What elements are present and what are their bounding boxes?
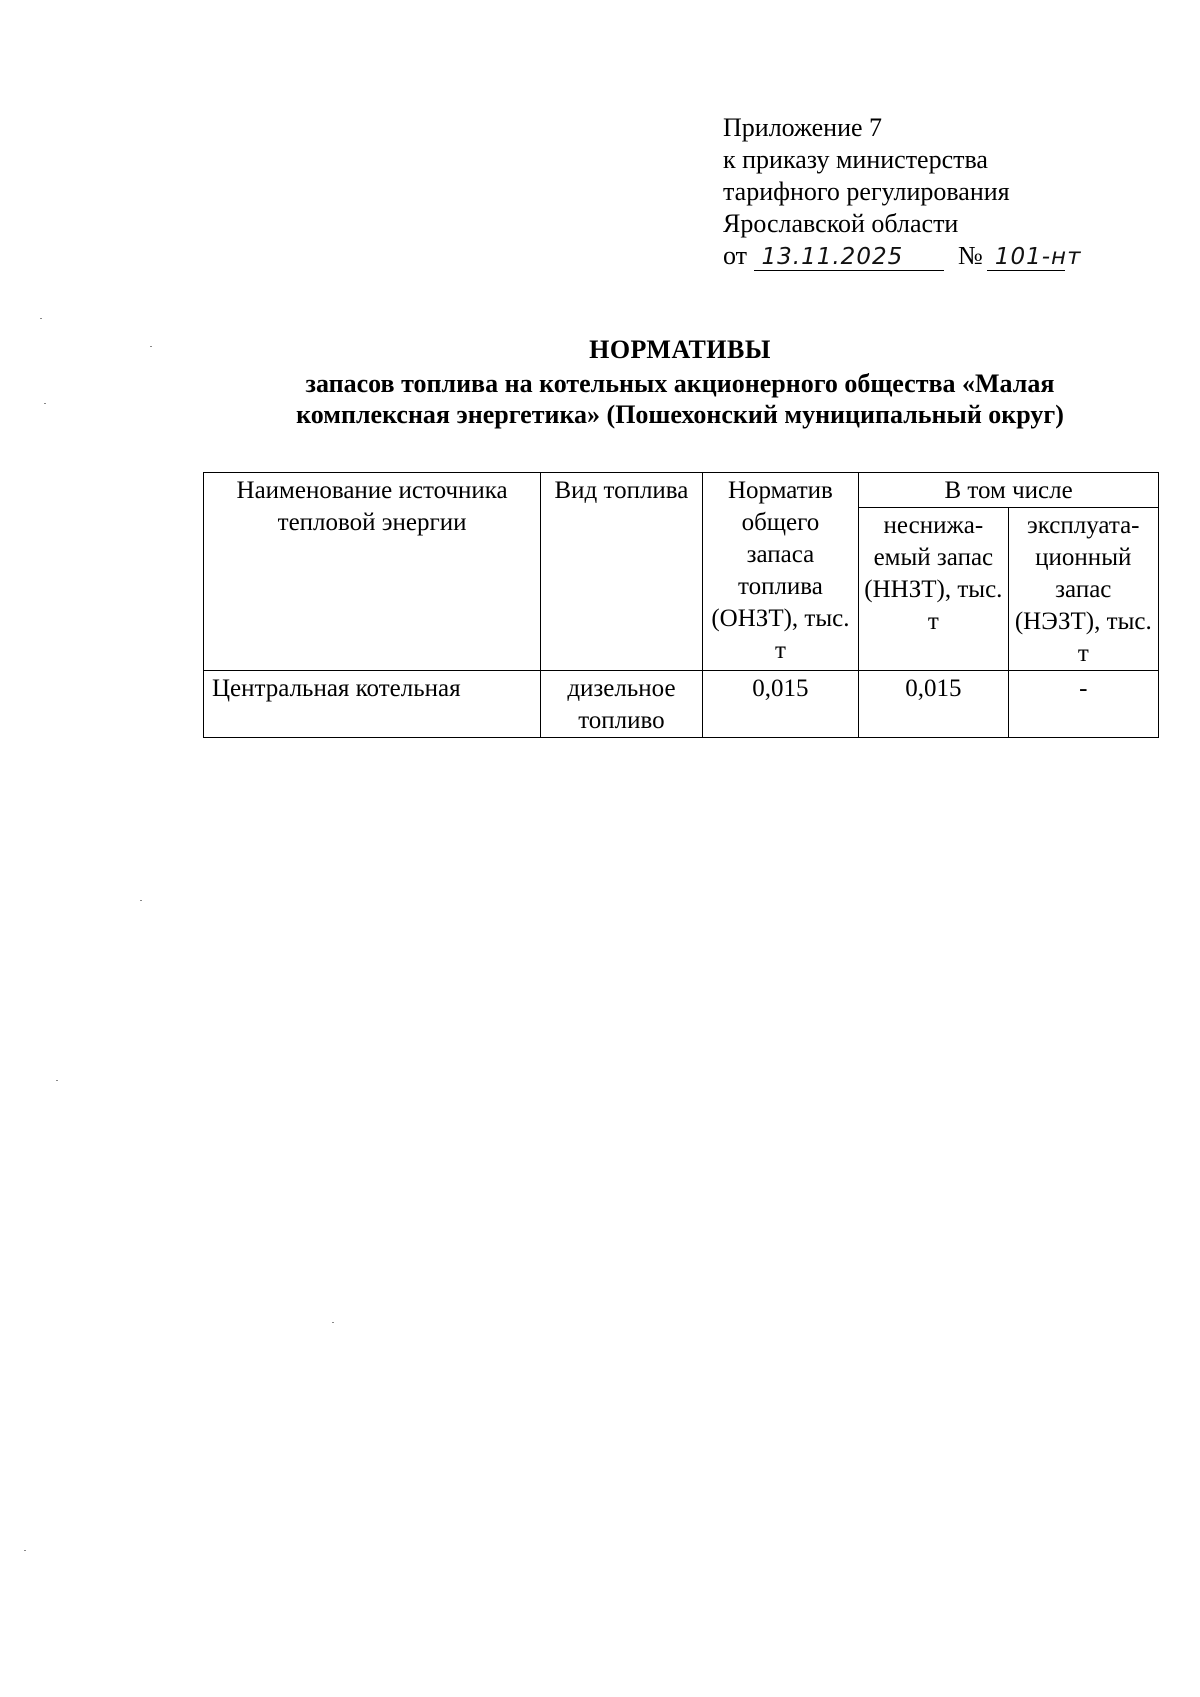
- appendix-region-line: Ярославской области: [723, 209, 959, 238]
- header-nezt: эксплуата-ционный запас (НЭЗТ), тыс. т: [1008, 508, 1158, 671]
- date-prefix: от: [723, 241, 748, 270]
- header-nnzt: неснижа-емый запас (ННЗТ), тыс. т: [859, 508, 1008, 671]
- scan-speck: [24, 1550, 26, 1551]
- scan-speck: [150, 346, 152, 347]
- cell-total-norm: 0,015: [702, 671, 858, 738]
- order-date: 13.11.2025: [754, 244, 944, 271]
- appendix-block: [723, 112, 1123, 272]
- scan-speck: [44, 403, 46, 404]
- cell-nnzt: 0,015: [859, 671, 1008, 738]
- appendix-order-line: к приказу министерства: [723, 145, 988, 174]
- appendix-ministry-line: тарифного регулирования: [723, 177, 1010, 206]
- header-source: Наименование источника тепловой энергии: [204, 473, 541, 671]
- cell-source: Центральная котельная: [204, 671, 541, 738]
- document-title: НОРМАТИВЫ: [589, 335, 771, 364]
- table-header-row: [204, 473, 1159, 508]
- table-row: [204, 671, 1159, 738]
- cell-nezt: -: [1008, 671, 1158, 738]
- header-fuel-type: Вид топлива: [541, 473, 703, 671]
- document-subtitle-line1: запасов топлива на котельных акционерного общества «Малая: [305, 369, 1055, 398]
- document-subtitle-line2: комплексная энергетика» (Пошехонский муниципальный округ): [296, 400, 1064, 429]
- fuel-norms-table: [203, 472, 1159, 738]
- cell-fuel-type: дизельное топливо: [541, 671, 703, 738]
- number-sign: №: [958, 241, 983, 270]
- scan-speck: [40, 318, 42, 319]
- header-total-norm: Норматив общего запаса топлива (ОНЗТ), тыс. т: [702, 473, 858, 671]
- appendix-title: Приложение 7: [723, 113, 883, 142]
- appendix-date-number-line: [723, 240, 1123, 272]
- scan-speck: [56, 1080, 58, 1081]
- order-number: 101-нт: [987, 244, 1065, 271]
- header-including: В том числе: [859, 473, 1159, 508]
- scan-speck: [332, 1322, 334, 1323]
- scan-speck: [140, 900, 142, 901]
- document-title-block: [200, 334, 1160, 430]
